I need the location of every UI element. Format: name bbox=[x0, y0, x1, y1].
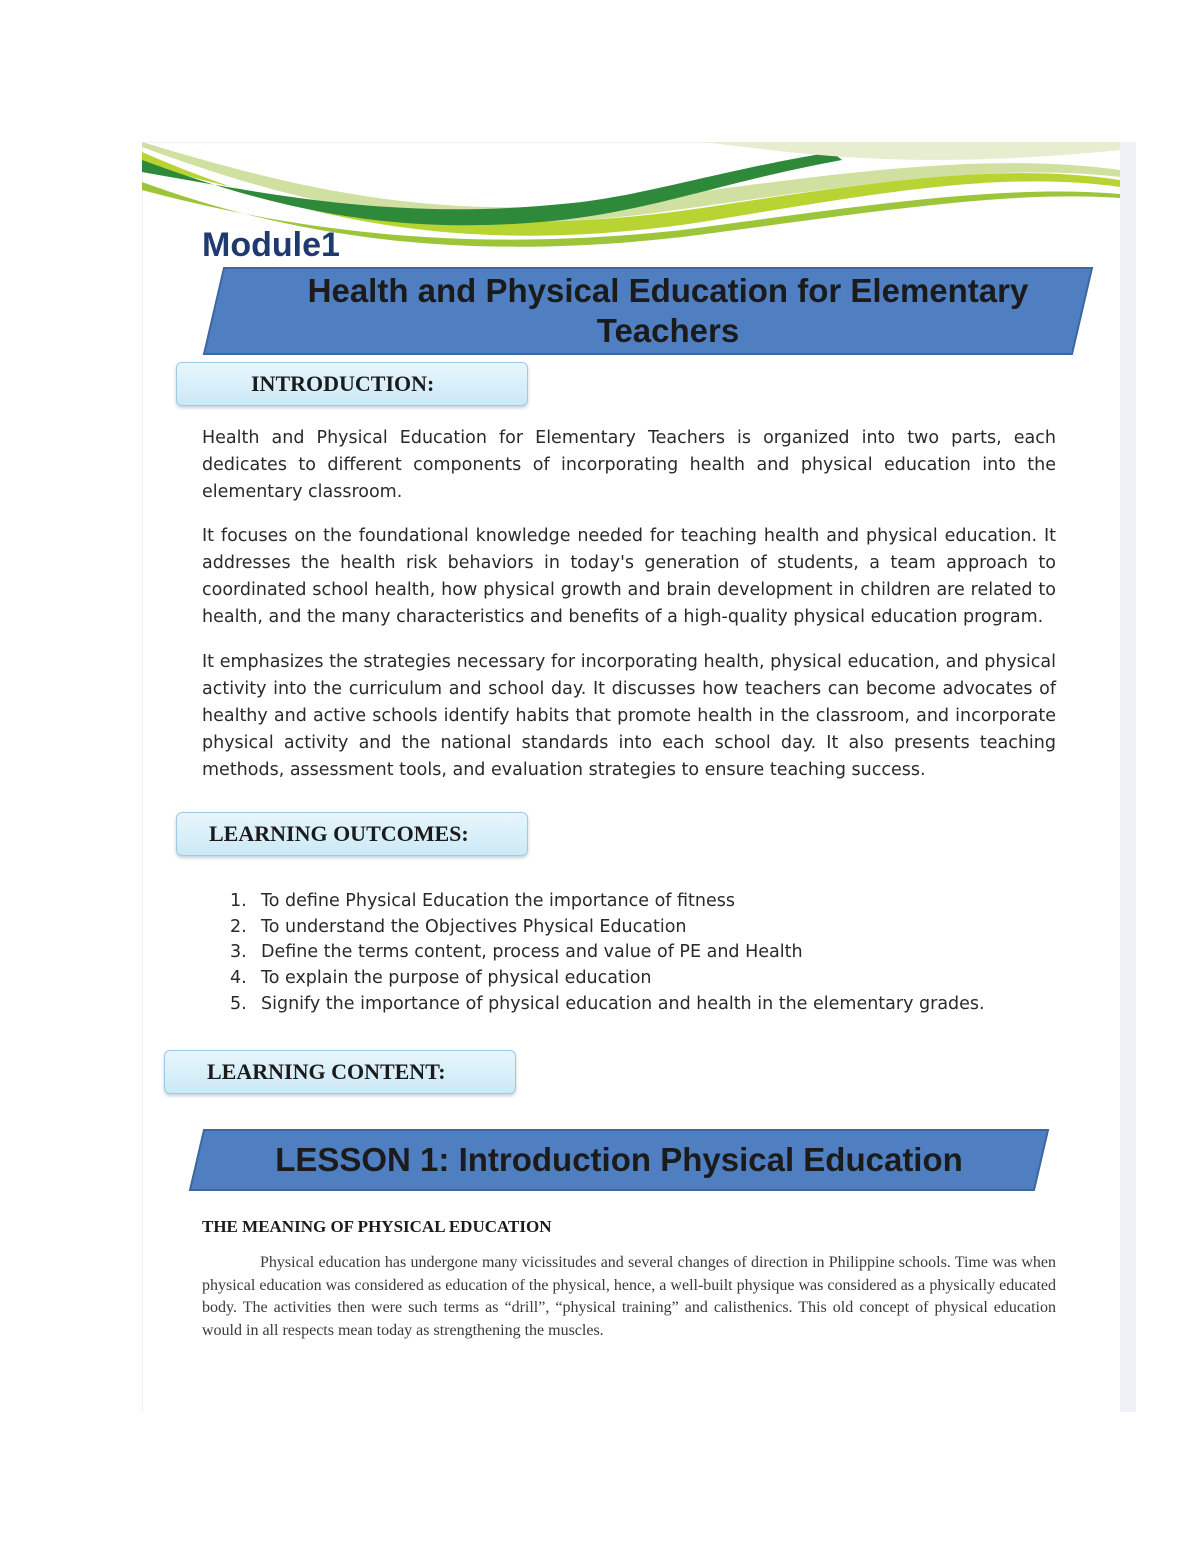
page-edge bbox=[1120, 142, 1136, 1412]
intro-paragraph-3: It emphasizes the strategies necessary for incorporating health, physical education, and physical activity into the curriculum and school day. It discusses how teachers can become advocates of healthy and active schools identify habits that promote health in the classroom, and incorporate physical activity and the national standards into each school day. It also presents teaching methods, assessment tools, and evaluation strategies to ensure teaching success. bbox=[202, 652, 1056, 780]
lesson-subheading: THE MEANING OF PHYSICAL EDUCATION bbox=[202, 1217, 552, 1236]
lesson-paragraph: Physical education has undergone many vicissitudes and several changes of direction in Philippine schools. Time was when physical education was considered as education of the physical, hence, a well-built physique was considered as a physically educated body. The activities then were such terms as “drill”, “physical training” and calisthenics. This old concept of physical education would in all respects mean today as strengthening the muscles. bbox=[202, 1254, 1056, 1339]
intro-paragraph-2: It focuses on the foundational knowledge needed for teaching health and physical education. It addresses the health risk behaviors in today's generation of students, a team approach to coordinated school health, how physical growth and brain development in children are related to health, and the many characteristics and benefits of a high-quality physical education program. bbox=[202, 526, 1056, 627]
course-title: Health and Physical Education for Elementary Teachers bbox=[307, 272, 1029, 349]
module-label: Module1 bbox=[202, 226, 340, 264]
learning-outcomes-list bbox=[230, 889, 985, 1018]
intro-paragraph-1: Health and Physical Education for Elementary Teachers is organized into two parts, each dedicates to different components of incorporating health and physical education into the elementary classroom. bbox=[202, 428, 1056, 502]
list-item: 2. To understand the Objectives Physical Education bbox=[230, 916, 687, 937]
learning-outcomes-heading: LEARNING OUTCOMES: bbox=[176, 812, 528, 856]
list-item: 1. To define Physical Education the importance of fitness bbox=[230, 891, 735, 911]
list-item: 5. Signify the importance of physical education and health in the elementary grades. bbox=[230, 993, 985, 1014]
introduction-heading: INTRODUCTION: bbox=[176, 362, 528, 406]
lesson-title: LESSON 1: Introduction Physical Education bbox=[275, 1141, 963, 1178]
lesson-title-banner bbox=[188, 1128, 1050, 1192]
list-item: 3. Define the terms content, process and value of PE and Health bbox=[230, 942, 803, 963]
list-item: 4. To explain the purpose of physical education bbox=[230, 968, 652, 989]
learning-content-heading: LEARNING CONTENT: bbox=[164, 1050, 516, 1094]
course-title-banner bbox=[202, 266, 1094, 356]
